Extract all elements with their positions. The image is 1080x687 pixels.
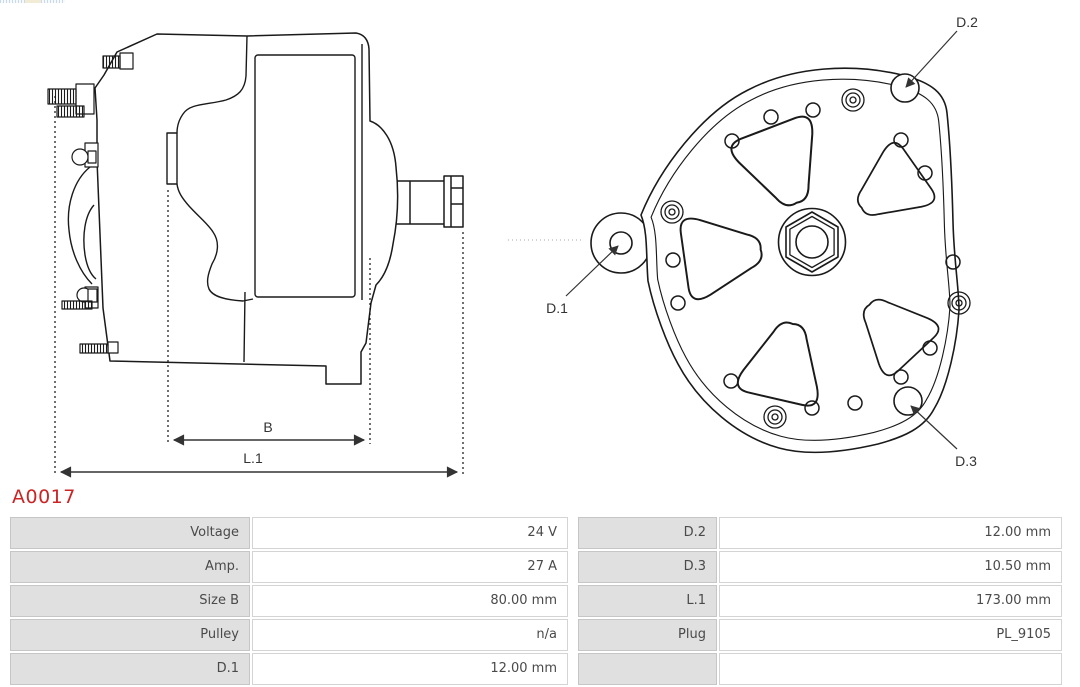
spec-value-cell	[719, 653, 1062, 685]
spec-value-cell: 173.00 mm	[719, 585, 1062, 617]
spec-value-cell: 27 A	[252, 551, 568, 583]
spec-value-cell: 24 V	[252, 517, 568, 549]
dim-d3-label: D.3	[955, 453, 977, 469]
spec-value-cell: 10.50 mm	[719, 551, 1062, 583]
spec-value-cell: 12.00 mm	[719, 517, 1062, 549]
spec-value-cell: PL_9105	[719, 619, 1062, 651]
dim-d1-label: D.1	[546, 300, 568, 316]
spec-label-cell: Amp.	[10, 551, 250, 583]
spec-label-cell: Size B	[10, 585, 250, 617]
spec-label-cell: D.3	[578, 551, 717, 583]
spec-label-cell: D.2	[578, 517, 717, 549]
spec-label-cell: Plug	[578, 619, 717, 651]
alternator-side-view	[48, 33, 463, 476]
spec-value-cell: 80.00 mm	[252, 585, 568, 617]
spec-label-cell	[578, 653, 717, 685]
d3-hole	[894, 387, 922, 415]
dim-l1-label: L.1	[243, 450, 263, 466]
dim-d2-label: D.2	[956, 14, 978, 30]
alternator-rear-view	[508, 14, 978, 469]
spec-label-cell: L.1	[578, 585, 717, 617]
shaft	[392, 176, 463, 227]
spec-table	[10, 517, 1062, 685]
dim-b-label: B	[263, 419, 273, 435]
spec-label-cell: Pulley	[10, 619, 250, 651]
spec-value-cell: n/a	[252, 619, 568, 651]
spec-label-cell: D.1	[10, 653, 250, 685]
spec-value-cell: 12.00 mm	[252, 653, 568, 685]
part-number: A0017	[12, 486, 76, 508]
spec-label-cell: Voltage	[10, 517, 250, 549]
